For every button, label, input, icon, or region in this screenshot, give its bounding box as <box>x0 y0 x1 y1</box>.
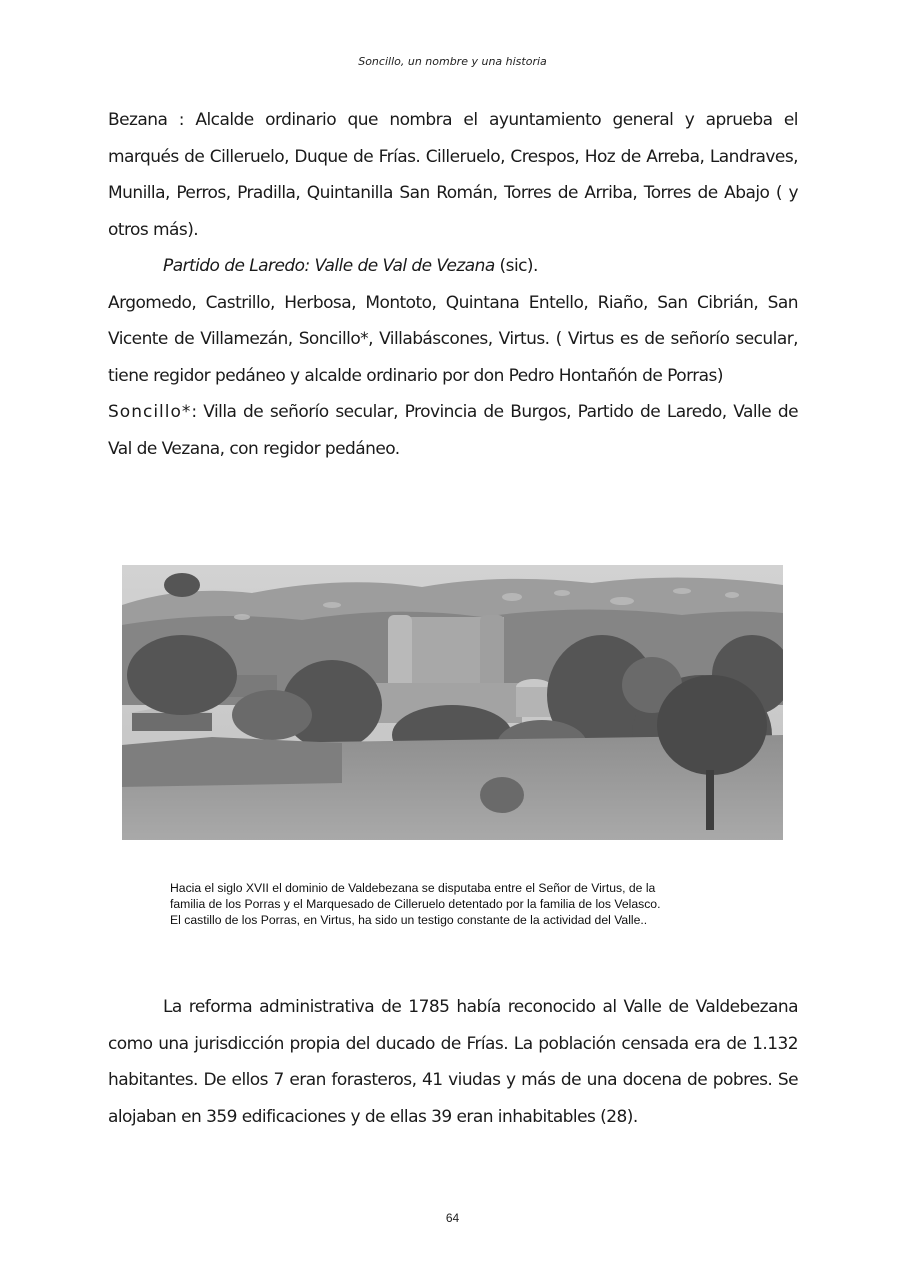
paragraph-bezana: Bezana : Alcalde ordinario que nombra el ayuntamiento general y aprueba el marqués de Cilleruelo, Duque de Frías. Cilleruelo, Crespos, Hoz de Arreba, Landraves, Munilla, Perros, Pradilla, Quintanilla San Román, Torres de Arriba, Torres de Abajo ( y otros más). <box>108 110 798 240</box>
soncillo-definition: : Villa de señorío secular, Provincia de Burgos, Partido de Laredo, Valle de Val de Vezana, con regidor pedáneo. <box>108 402 798 459</box>
caption-line: familia de los Porras y el Marquesado de Cilleruelo detentado por la familia de los Velasco. <box>170 897 661 911</box>
partido-note: (sic). <box>494 256 538 276</box>
caption-line: Hacia el siglo XVII el dominio de Valdebezana se disputaba entre el Señor de Virtus, de la <box>170 881 656 895</box>
partido-heading: Partido de Laredo: Valle de Val de Vezana <box>163 256 495 276</box>
caption-line: El castillo de los Porras, en Virtus, ha sido un testigo constante de la actividad del Valle.. <box>170 913 648 927</box>
soncillo-term: Soncillo* <box>108 402 192 422</box>
paragraph-reforma: La reforma administrativa de 1785 había reconocido al Valle de Valdebezana como una jurisdicción propia del ducado de Frías. La población censada era de 1.132 habitantes. De ellos 7 eran forasteros, 41 viudas y más de una docena de pobres. Se alojaban en 359 edificaciones y de ellas 39 eran inhabitables (28). <box>108 997 798 1127</box>
castle-landscape-image <box>122 565 783 840</box>
figure-caption <box>170 880 760 928</box>
paragraph-partido <box>108 248 798 285</box>
page-number: 64 <box>445 1211 460 1225</box>
running-header: Soncillo, un nombre y una historia <box>358 55 547 68</box>
top-text-block <box>108 102 798 467</box>
paragraph-soncillo <box>108 394 798 467</box>
castle-photo <box>122 565 783 840</box>
paragraph-villages: Argomedo, Castrillo, Herbosa, Montoto, Quintana Entello, Riaño, San Cibrián, San Vicente de Villamezán, Soncillo*, Villabáscones, Virtus. ( Virtus es de señorío secular, tiene regidor pedáneo y alcalde ordinario por don Pedro Hontañón de Porras) <box>108 292 798 386</box>
bottom-text-block <box>108 989 798 1135</box>
